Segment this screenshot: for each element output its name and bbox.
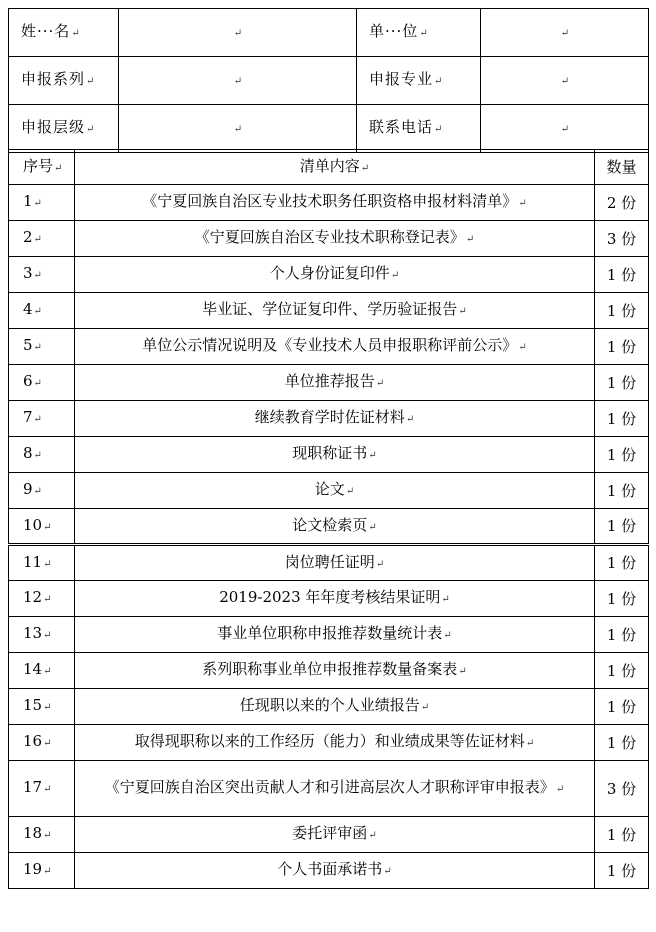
table-row: [9, 365, 649, 401]
row-no: 1↵: [9, 185, 75, 221]
paragraph-mark-icon: ↵: [465, 234, 475, 245]
row-qty: 3 份: [595, 761, 649, 817]
level-value-cell[interactable]: [119, 105, 357, 153]
table-row: [9, 293, 649, 329]
paragraph-mark-icon: ↵: [33, 234, 42, 245]
paragraph-mark-icon: ↵: [458, 306, 467, 317]
row-qty: 1 份: [595, 509, 649, 545]
table-row: [9, 221, 649, 257]
paragraph-mark-icon: ↵: [525, 738, 535, 749]
row-qty: 1 份: [595, 257, 649, 293]
info-row-name-unit: [9, 9, 649, 57]
row-no: 4↵: [9, 293, 75, 329]
row-no: 13↵: [9, 617, 75, 653]
paragraph-mark-icon: ↵: [43, 738, 52, 749]
row-qty: 1 份: [595, 293, 649, 329]
row-no: 17↵: [9, 761, 75, 817]
paragraph-mark-icon: ↵: [43, 666, 52, 677]
row-qty: 3 份: [595, 221, 649, 257]
level-label: 申报层级: [21, 118, 86, 136]
list-header-row: [9, 150, 649, 185]
paragraph-mark-icon: ↵: [233, 76, 243, 87]
row-qty: 1 份: [595, 473, 649, 509]
row-no: 18↵: [9, 817, 75, 853]
paragraph-mark-icon: ↵: [33, 414, 42, 425]
paragraph-mark-icon: ↵: [43, 784, 52, 795]
table-row: [9, 185, 649, 221]
row-qty: 1 份: [595, 581, 649, 617]
row-content: 取得现职称以来的工作经历（能力）和业绩成果等佐证材料↵: [75, 725, 595, 761]
paragraph-mark-icon: ↵: [33, 306, 42, 317]
row-qty: 1 份: [595, 817, 649, 853]
row-qty: 1 份: [595, 437, 649, 473]
paragraph-mark-icon: ↵: [33, 198, 42, 209]
name-value-cell[interactable]: [119, 9, 357, 57]
paragraph-mark-icon: ↵: [560, 124, 570, 135]
info-row-level-phone: [9, 105, 649, 153]
table-row: [9, 257, 649, 293]
major-label-cell: [357, 57, 481, 105]
paragraph-mark-icon: ↵: [560, 28, 570, 39]
row-content: 个人书面承诺书↵: [75, 853, 595, 889]
paragraph-mark-icon: ↵: [86, 76, 96, 87]
paragraph-mark-icon: ↵: [71, 28, 81, 39]
phone-value-cell[interactable]: [481, 105, 649, 153]
table-row: [9, 817, 649, 853]
row-no: 12↵: [9, 581, 75, 617]
row-no: 11↵: [9, 545, 75, 581]
major-label: 申报专业: [369, 70, 434, 88]
paragraph-mark-icon: ↵: [560, 76, 570, 87]
row-no: 8↵: [9, 437, 75, 473]
paragraph-mark-icon: ↵: [375, 378, 385, 389]
paragraph-mark-icon: ↵: [43, 594, 52, 605]
name-label-cell: [9, 9, 119, 57]
row-content: 论文↵: [75, 473, 595, 509]
series-value-cell[interactable]: [119, 57, 357, 105]
row-no: 5↵: [9, 329, 75, 365]
row-content: 事业单位职称申报推荐数量统计表↵: [75, 617, 595, 653]
paragraph-mark-icon: ↵: [441, 594, 450, 605]
row-no: 2↵: [9, 221, 75, 257]
paragraph-mark-icon: ↵: [390, 270, 400, 281]
paragraph-mark-icon: ↵: [368, 830, 377, 841]
row-content: 单位推荐报告↵: [75, 365, 595, 401]
paragraph-mark-icon: ↵: [43, 830, 52, 841]
paragraph-mark-icon: ↵: [43, 866, 52, 877]
row-content: 继续教育学时佐证材料↵: [75, 401, 595, 437]
row-content: 个人身份证复印件↵: [75, 257, 595, 293]
row-qty: 1 份: [595, 725, 649, 761]
paragraph-mark-icon: ↵: [375, 558, 385, 570]
row-content: 任现职以来的个人业绩报告↵: [75, 689, 595, 725]
row-content: 《宁夏回族自治区专业技术职务任职资格申报材料清单》↵: [75, 185, 595, 221]
paragraph-mark-icon: ↵: [33, 486, 42, 497]
row-content: 毕业证、学位证复印件、学历验证报告↵: [75, 293, 595, 329]
paragraph-mark-icon: ↵: [233, 124, 243, 135]
row-qty: 1 份: [595, 689, 649, 725]
paragraph-mark-icon: ↵: [43, 702, 52, 713]
paragraph-mark-icon: ↵: [419, 28, 429, 39]
name-label: 姓···名: [21, 22, 71, 40]
row-content: 2019-2023 年年度考核结果证明↵: [75, 581, 595, 617]
row-no: 10↵: [9, 509, 75, 545]
row-qty: 1 份: [595, 853, 649, 889]
paragraph-mark-icon: ↵: [33, 378, 42, 389]
row-qty: 1 份: [595, 545, 649, 581]
table-row: [9, 653, 649, 689]
major-value-cell[interactable]: [481, 57, 649, 105]
table-row: [9, 401, 649, 437]
row-qty: 2 份: [595, 185, 649, 221]
table-row: [9, 725, 649, 761]
paragraph-mark-icon: ↵: [458, 666, 467, 677]
series-label-cell: [9, 57, 119, 105]
paragraph-mark-icon: ↵: [233, 28, 243, 39]
row-qty: 1 份: [595, 617, 649, 653]
header-qty: 数量: [595, 150, 649, 185]
row-qty: 1 份: [595, 653, 649, 689]
row-content: 论文检索页↵: [75, 509, 595, 545]
row-no: 9↵: [9, 473, 75, 509]
header-no: 序号↵: [9, 150, 75, 185]
row-no: 16↵: [9, 725, 75, 761]
phone-label-cell: [357, 105, 481, 153]
header-content: 清单内容↵: [75, 150, 595, 185]
paragraph-mark-icon: ↵: [518, 342, 527, 353]
paragraph-mark-icon: ↵: [443, 630, 452, 641]
row-content: 单位公示情况说明及《专业技术人员申报职称评前公示》↵: [75, 329, 595, 365]
info-row-series-major: [9, 57, 649, 105]
paragraph-mark-icon: ↵: [54, 162, 63, 174]
table-row: [9, 329, 649, 365]
phone-label: 联系电话: [369, 118, 434, 136]
table-row: [9, 761, 649, 817]
paragraph-mark-icon: ↵: [43, 521, 52, 533]
table-row: [9, 689, 649, 725]
paragraph-mark-icon: ↵: [383, 866, 392, 877]
table-row: [9, 853, 649, 889]
row-content: 委托评审函↵: [75, 817, 595, 853]
unit-label-cell: [357, 9, 481, 57]
row-content: 岗位聘任证明↵: [75, 545, 595, 581]
paragraph-mark-icon: ↵: [33, 270, 42, 281]
paragraph-mark-icon: ↵: [368, 521, 377, 533]
paragraph-mark-icon: ↵: [43, 630, 52, 641]
paragraph-mark-icon: ↵: [33, 342, 42, 353]
level-label-cell: [9, 105, 119, 153]
table-row: [9, 545, 649, 581]
table-row: [9, 473, 649, 509]
paragraph-mark-icon: ↵: [434, 76, 444, 87]
paragraph-mark-icon: ↵: [86, 124, 96, 135]
row-content: 系列职称事业单位申报推荐数量备案表↵: [75, 653, 595, 689]
paragraph-mark-icon: ↵: [33, 450, 42, 461]
paragraph-mark-icon: ↵: [360, 162, 370, 174]
row-no: 14↵: [9, 653, 75, 689]
unit-value-cell[interactable]: [481, 9, 649, 57]
series-label: 申报系列: [21, 70, 86, 88]
paragraph-mark-icon: ↵: [434, 124, 444, 135]
row-no: 6↵: [9, 365, 75, 401]
row-no: 15↵: [9, 689, 75, 725]
table-row: [9, 437, 649, 473]
table-row: [9, 581, 649, 617]
row-no: 3↵: [9, 257, 75, 293]
applicant-info-table: [8, 8, 649, 153]
paragraph-mark-icon: ↵: [420, 702, 430, 713]
row-content: 《宁夏回族自治区专业技术职称登记表》↵: [75, 221, 595, 257]
row-content: 现职称证书↵: [75, 437, 595, 473]
paragraph-mark-icon: ↵: [405, 414, 415, 425]
materials-list-table: [8, 149, 649, 889]
paragraph-mark-icon: ↵: [518, 198, 527, 209]
row-no: 7↵: [9, 401, 75, 437]
row-content: 《宁夏回族自治区突出贡献人才和引进高层次人才职称评审申报表》↵: [75, 761, 595, 817]
row-qty: 1 份: [595, 365, 649, 401]
row-qty: 1 份: [595, 329, 649, 365]
row-qty: 1 份: [595, 401, 649, 437]
table-row: [9, 509, 649, 545]
paragraph-mark-icon: ↵: [555, 784, 565, 795]
row-no: 19↵: [9, 853, 75, 889]
unit-label: 单···位: [369, 22, 419, 40]
table-row: [9, 617, 649, 653]
paragraph-mark-icon: ↵: [43, 558, 52, 570]
paragraph-mark-icon: ↵: [345, 486, 355, 497]
paragraph-mark-icon: ↵: [368, 450, 377, 461]
